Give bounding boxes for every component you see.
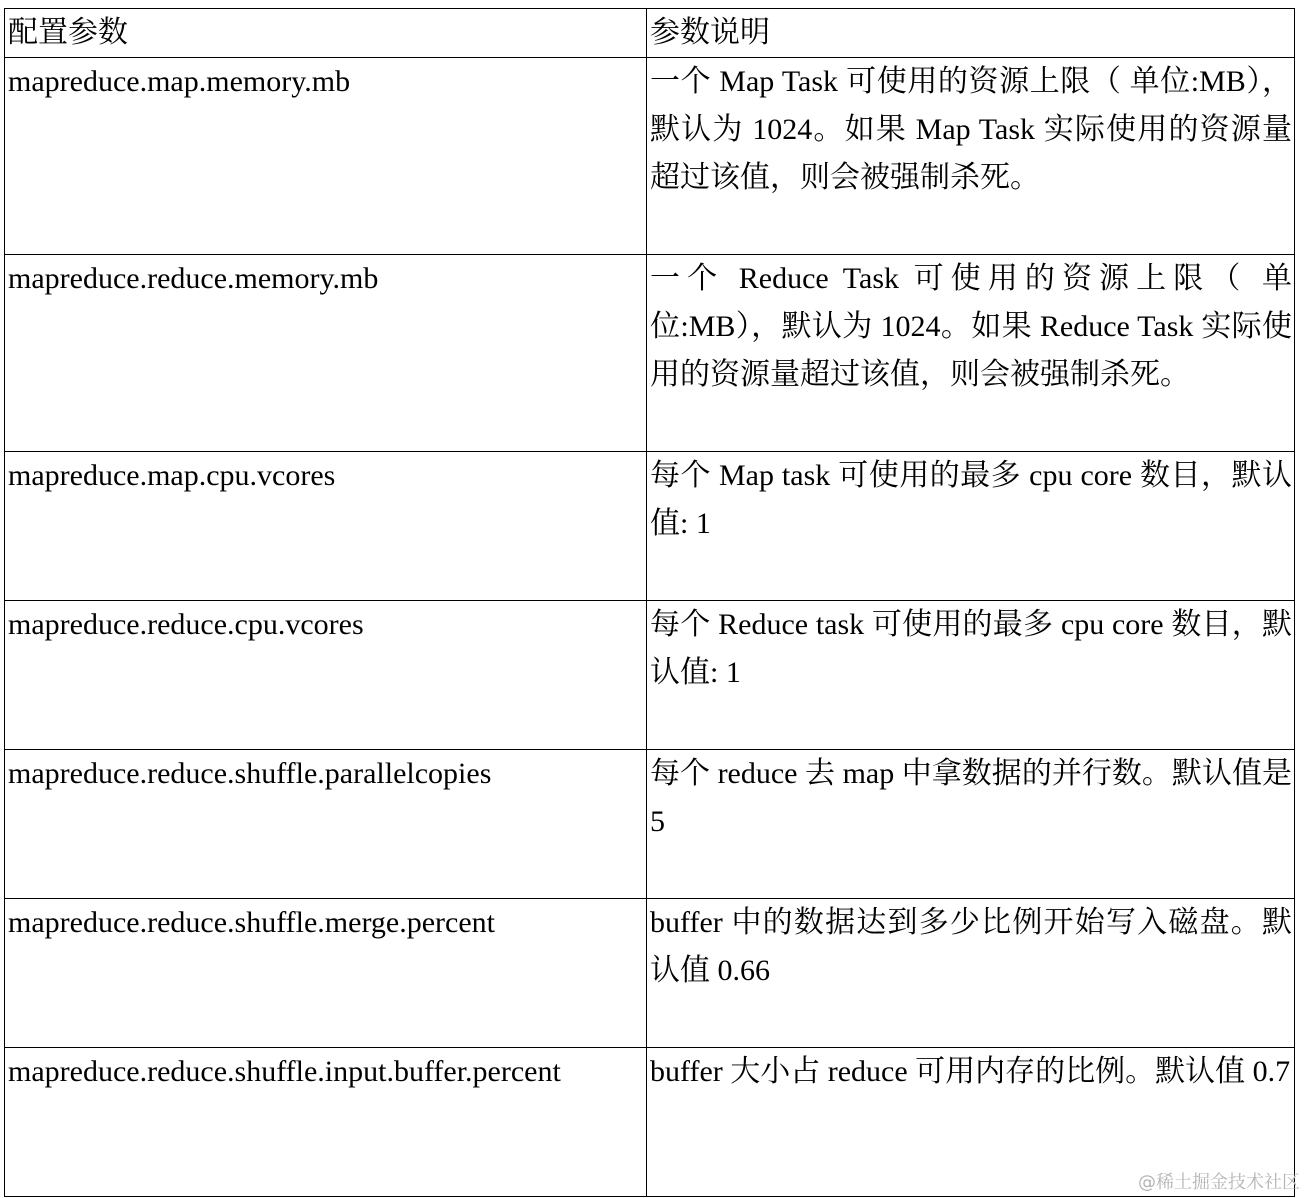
table-row bbox=[5, 601, 1295, 750]
table-row bbox=[5, 452, 1295, 601]
param-desc-cell: 一个 Map Task 可使用的资源上限（ 单位:MB），默认为 1024。如果 Map Task 实际使用的资源量超过该值，则会被强制杀死。 bbox=[647, 58, 1295, 255]
param-name-cell: mapreduce.reduce.cpu.vcores bbox=[5, 601, 647, 750]
config-params-table bbox=[4, 8, 1295, 1197]
table-row bbox=[5, 750, 1295, 899]
param-name-cell: mapreduce.reduce.shuffle.input.buffer.percent bbox=[5, 1048, 647, 1197]
header-desc: 参数说明 bbox=[647, 9, 1295, 58]
param-desc-cell: 每个 Reduce task 可使用的最多 cpu core 数目，默认值: 1 bbox=[647, 601, 1295, 750]
table-row bbox=[5, 255, 1295, 452]
table-row bbox=[5, 58, 1295, 255]
param-desc-cell: buffer 中的数据达到多少比例开始写入磁盘。默认值 0.66 bbox=[647, 899, 1295, 1048]
table-header-row bbox=[5, 9, 1295, 58]
param-name-cell: mapreduce.reduce.shuffle.merge.percent bbox=[5, 899, 647, 1048]
table-row bbox=[5, 899, 1295, 1048]
config-params-table-container bbox=[4, 8, 1294, 1197]
header-param: 配置参数 bbox=[5, 9, 647, 58]
param-name-cell: mapreduce.map.cpu.vcores bbox=[5, 452, 647, 601]
param-name-cell: mapreduce.map.memory.mb bbox=[5, 58, 647, 255]
param-desc-cell: 每个 reduce 去 map 中拿数据的并行数。默认值是 5 bbox=[647, 750, 1295, 899]
watermark: @稀土掘金技术社区 bbox=[1138, 1172, 1300, 1193]
param-name-cell: mapreduce.reduce.memory.mb bbox=[5, 255, 647, 452]
param-name-cell: mapreduce.reduce.shuffle.parallelcopies bbox=[5, 750, 647, 899]
param-desc-cell: 一个 Reduce Task 可使用的资源上限（ 单位:MB），默认为 1024。如果 Reduce Task 实际使用的资源量超过该值，则会被强制杀死。 bbox=[647, 255, 1295, 452]
param-desc-cell: buffer 大小占 reduce 可用内存的比例。默认值 0.7 bbox=[647, 1048, 1295, 1197]
table-row bbox=[5, 1048, 1295, 1197]
param-desc-cell: 每个 Map task 可使用的最多 cpu core 数目，默认值: 1 bbox=[647, 452, 1295, 601]
